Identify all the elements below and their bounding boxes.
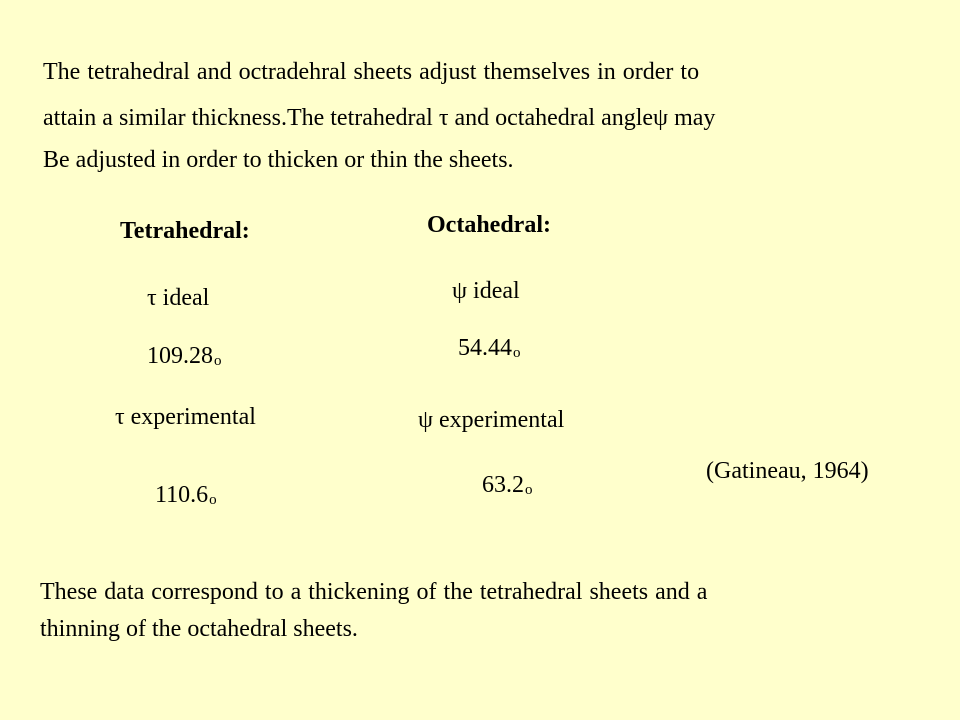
intro-line-3: Be adjusted in order to thicken or thin the sheets. [43,147,514,173]
tetrahedral-heading: Tetrahedral: [120,218,250,244]
degree-symbol: o [214,353,222,369]
tetrahedral-experimental-number: 110.6 [155,482,209,508]
degree-symbol: o [525,482,533,498]
intro-line-1: The tetrahedral and octradehral sheets adjust themselves in order to [43,59,700,85]
tetrahedral-ideal-label: τ ideal [147,285,210,311]
intro-paragraph [43,60,943,180]
tetrahedral-experimental-label: τ experimental [115,404,256,430]
tetrahedral-experimental-value [155,482,217,509]
citation: (Gatineau, 1964) [706,458,869,484]
tetrahedral-ideal-value [147,343,222,370]
octahedral-experimental-value [482,472,533,499]
tetrahedral-ideal-number: 109.28 [147,343,213,369]
degree-symbol: o [513,345,521,361]
intro-line-2: attain a similar thickness.The tetrahedral τ and octahedral angleψ may [43,105,716,131]
octahedral-experimental-number: 63.2 [482,472,524,498]
octahedral-ideal-number: 54.44 [458,335,512,361]
degree-symbol: o [209,492,217,508]
octahedral-ideal-value [458,335,521,362]
octahedral-experimental-label: ψ experimental [418,407,565,433]
octahedral-heading: Octahedral: [427,212,551,238]
conclusion-paragraph [40,580,940,650]
conclusion-line-2: thinning of the octahedral sheets. [40,616,358,642]
conclusion-line-1: These data correspond to a thickening of the tetrahedral sheets and a [40,579,708,605]
octahedral-ideal-label: ψ ideal [452,278,520,304]
